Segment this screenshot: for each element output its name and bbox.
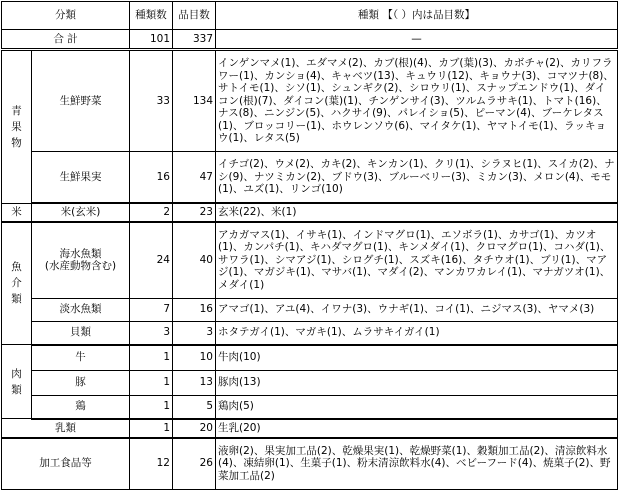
row-label: 淡水魚類: [32, 298, 130, 321]
row-detail: 生乳(20): [216, 419, 618, 438]
row-items: 10: [173, 345, 216, 371]
row-items: 16: [173, 298, 216, 321]
table-row: [2, 321, 618, 345]
residue-table: [1, 1, 618, 490]
header-row: [2, 2, 618, 30]
header-types: 種類 【（ ）内は品目数】: [216, 2, 618, 30]
row-items: 134: [173, 50, 216, 152]
row-detail: 豚肉(13): [216, 370, 618, 395]
row-label: 牛: [32, 345, 130, 371]
total-row: [2, 30, 618, 50]
row-types: 3: [130, 321, 173, 345]
row-items: 13: [173, 370, 216, 395]
row-label-sea: 海水魚類 (水産動物含む): [32, 222, 130, 299]
row-types: 2: [130, 203, 173, 222]
row-types: 16: [130, 152, 173, 204]
row-detail: ホタテガイ(1)、マガキ(1)、ムラサキイガイ(1): [216, 321, 618, 345]
row-detail: アカガマス(1)、イサキ(1)、インドマグロ(1)、エソボラ(1)、カサゴ(1)、カツオ(1)、カンパチ(1)、キハダマグロ(1)、キンメダイ(1)、クロマグロ(1)、コハダ(1)、サワラ(1)、シマアジ(1)、シログチ(1)、スズキ(16)、タチウオ(1)、ブリ(1)、マアジ(1)、マガジキ(1)、マサバ(1)、マダイ(2)、マンカワカレイ(1)、マナガツオ(1)、メダイ(1): [216, 222, 618, 299]
table-row: [2, 152, 618, 204]
table-row: [2, 298, 618, 321]
row-items: 23: [173, 203, 216, 222]
group-label-meat: 肉類: [2, 345, 32, 419]
table-row: [2, 222, 618, 299]
row-items: 47: [173, 152, 216, 204]
row-items: 5: [173, 395, 216, 419]
total-label: 合 計: [2, 30, 130, 50]
row-types: 33: [130, 50, 173, 152]
row-items: 26: [173, 438, 216, 490]
row-types: 1: [130, 395, 173, 419]
row-label: 米(玄米): [32, 203, 130, 222]
row-items: 40: [173, 222, 216, 299]
row-types: 24: [130, 222, 173, 299]
header-types-count: 種類数: [130, 2, 173, 30]
header-items-count: 品目数: [173, 2, 216, 30]
group-label-rice: 米: [2, 203, 32, 222]
row-label: 貝類: [32, 321, 130, 345]
table-row: [2, 438, 618, 490]
row-items: 20: [173, 419, 216, 438]
row-label: 乳類: [2, 419, 130, 438]
row-label: 加工食品等: [2, 438, 130, 490]
row-label: 豚: [32, 370, 130, 395]
row-detail: 液卵(2)、果実加工品(2)、乾燥果実(1)、乾燥野菜(1)、穀類加工品(2)、清涼飲料水(4)、凍結卵(1)、生菓子(1)、粉末清涼飲料水(4)、ベビーフード(4)、焼菓子(2)、野菜加工品(2): [216, 438, 618, 490]
row-types: 7: [130, 298, 173, 321]
row-types: 1: [130, 370, 173, 395]
table-row: [2, 395, 618, 419]
row-types: 1: [130, 419, 173, 438]
total-detail: —: [216, 30, 618, 50]
row-label: 鶏: [32, 395, 130, 419]
row-types: 12: [130, 438, 173, 490]
row-types: 1: [130, 345, 173, 371]
row-items: 3: [173, 321, 216, 345]
total-items: 337: [173, 30, 216, 50]
row-detail: インゲンマメ(1)、エダマメ(2)、カブ(根)(4)、カブ(葉)(3)、カボチャ(2)、カリフラワー(1)、カンショ(4)、キャベツ(13)、キュウリ(12)、キョウナ(3)、コマツナ(8)、サトイモ(1)、シソ(1)、シュンギク(2)、シロウリ(1)、スナップエンドウ(1)、ダイコン(根)(7)、ダイコン(葉)(1)、チンゲンサイ(3)、ツルムラサキ(1)、トマト(16)、ナス(8)、ニンジン(5)、ハクサイ(9)、パレイショ(5)、ピーマン(4)、ブーケレタス(1)、ブロッコリー(1)、ホウレンソウ(6)、マイタケ(1)、ヤマトイモ(1)、ラッキョウ(1)、レタス(5): [216, 50, 618, 152]
row-detail: 牛肉(10): [216, 345, 618, 371]
row-detail: アマゴ(1)、アユ(4)、イワナ(3)、ウナギ(1)、コイ(1)、ニジマス(3)、ヤマメ(3): [216, 298, 618, 321]
row-detail: 鶏肉(5): [216, 395, 618, 419]
total-types: 101: [130, 30, 173, 50]
row-detail: 玄米(22)、米(1): [216, 203, 618, 222]
table-row: [2, 370, 618, 395]
table-row: [2, 419, 618, 438]
group-label-fish: 魚介類: [2, 222, 32, 345]
table-row: [2, 345, 618, 371]
row-label: 生鮮果実: [32, 152, 130, 204]
table-row: [2, 203, 618, 222]
table-row: [2, 50, 618, 152]
group-label-veg: 青果物: [2, 50, 32, 204]
row-detail: イチゴ(2)、ウメ(2)、カキ(2)、キンカン(1)、クリ(1)、シラヌヒ(1)、スイカ(2)、ナシ(9)、ナツミカン(2)、ブドウ(3)、ブルーベリー(3)、ミカン(3)、メロン(4)、モモ(1)、ユズ(1)、リンゴ(10): [216, 152, 618, 204]
header-category: 分類: [2, 2, 130, 30]
row-label: 生鮮野菜: [32, 50, 130, 152]
